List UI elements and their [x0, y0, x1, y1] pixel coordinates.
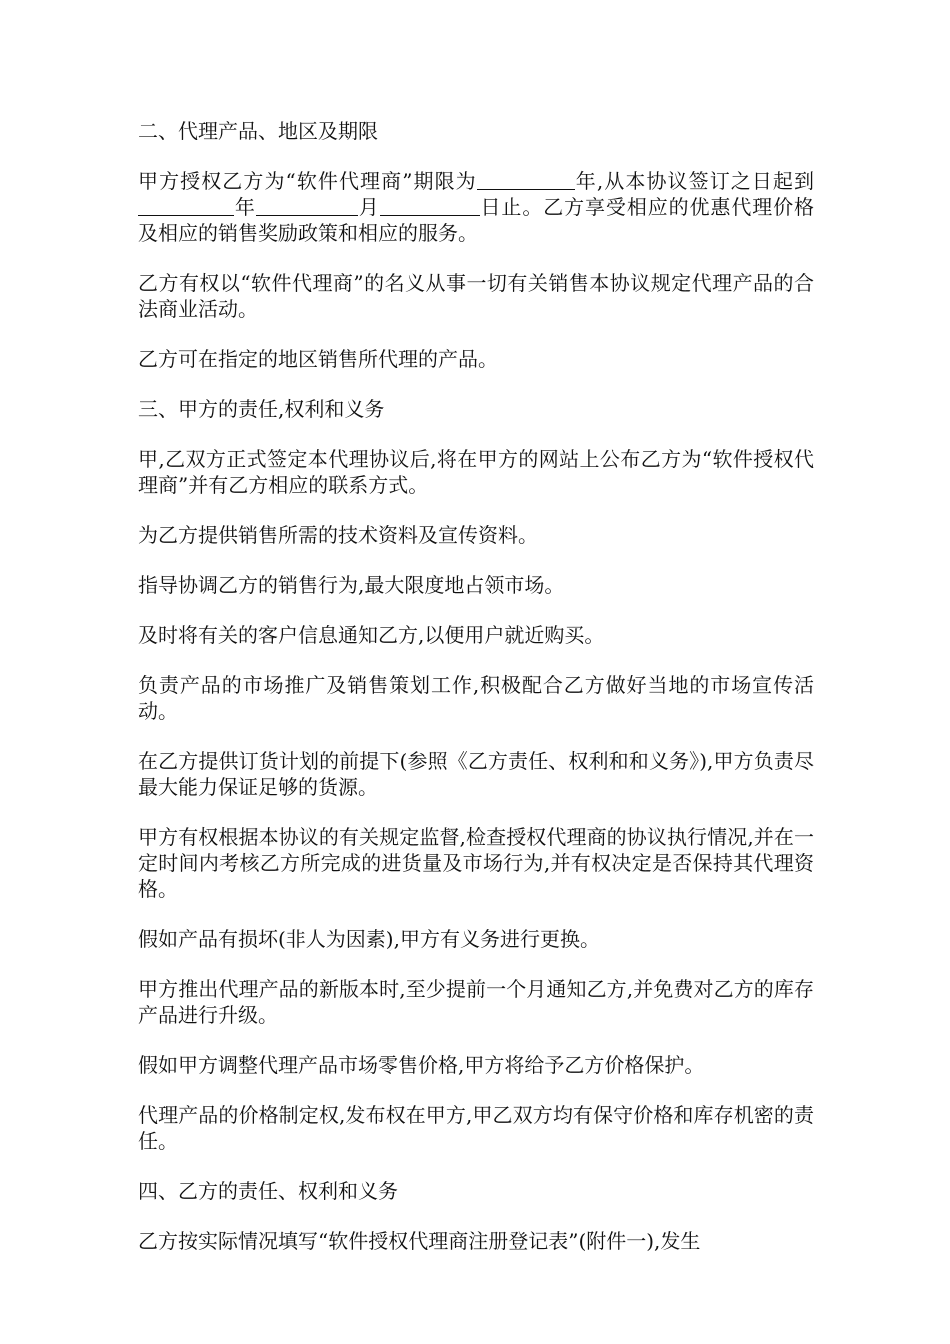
supervision-paragraph: 甲方有权根据本协议的有关规定监督,检查授权代理商的协议执行情况,并在一定时间内考核乙方所完成的进货量及市场行为,并有权决定是否保持其代理资格。 [138, 825, 814, 901]
document-page [138, 118, 814, 1278]
term-text-5: 日止。乙方享受相应的优惠代理价格及相应的销售奖励政策和相应的服务。 [138, 195, 815, 245]
supply-paragraph: 在乙方提供订货计划的前提下(参照《乙方责任、权利和和义务》),甲方负责尽最大能力保证足够的货源。 [138, 749, 814, 799]
promotion-paragraph: 负责产品的市场推广及销售策划工作,积极配合乙方做好当地的市场宣传活动。 [138, 673, 814, 723]
registration-paragraph: 乙方按实际情况填写“软件授权代理商注册登记表”(附件一),发生 [138, 1229, 701, 1253]
customer-notify-paragraph: 及时将有关的客户信息通知乙方,以便用户就近购买。 [138, 623, 605, 647]
replacement-paragraph: 假如产品有损坏(非人为因素),甲方有义务进行更换。 [138, 927, 600, 951]
term-text-4: 月 [357, 195, 380, 219]
sales-region-paragraph: 乙方可在指定的地区销售所代理的产品。 [138, 347, 498, 371]
term-years-blank [477, 169, 575, 190]
upgrade-paragraph: 甲方推出代理产品的新版本时,至少提前一个月通知乙方,并免费对乙方的库存产品进行升级。 [138, 977, 814, 1027]
sales-right-paragraph: 乙方有权以“软件代理商”的名义从事一切有关销售本协议规定代理产品的合法商业活动。 [138, 271, 814, 321]
section-2-heading: 二、代理产品、地区及期限 [138, 119, 378, 143]
pricing-right-paragraph: 代理产品的价格制定权,发布权在甲方,甲乙双方均有保守价格和库存机密的责任。 [138, 1103, 814, 1153]
term-text-3: 年 [234, 195, 256, 219]
materials-paragraph: 为乙方提供销售所需的技术资料及宣传资料。 [138, 523, 538, 547]
end-day-blank [380, 195, 480, 216]
term-text-1: 甲方授权乙方为“软件代理商”期限为 [138, 169, 477, 193]
end-month-blank [256, 195, 358, 216]
section-3-heading: 三、甲方的责任,权利和义务 [138, 397, 385, 421]
publish-paragraph: 甲,乙双方正式签定本代理协议后,将在甲方的网站上公布乙方为“软件授权代理商”并有乙方相应的联系方式。 [138, 447, 814, 497]
guidance-paragraph: 指导协调乙方的销售行为,最大限度地占领市场。 [138, 573, 565, 597]
section-4-heading: 四、乙方的责任、权利和义务 [138, 1179, 398, 1203]
term-text-2: 年,从本协议签订之日起到 [574, 169, 814, 193]
end-year-blank [138, 195, 234, 216]
agency-term-paragraph [138, 168, 814, 246]
price-protection-paragraph: 假如甲方调整代理产品市场零售价格,甲方将给予乙方价格保护。 [138, 1053, 705, 1077]
